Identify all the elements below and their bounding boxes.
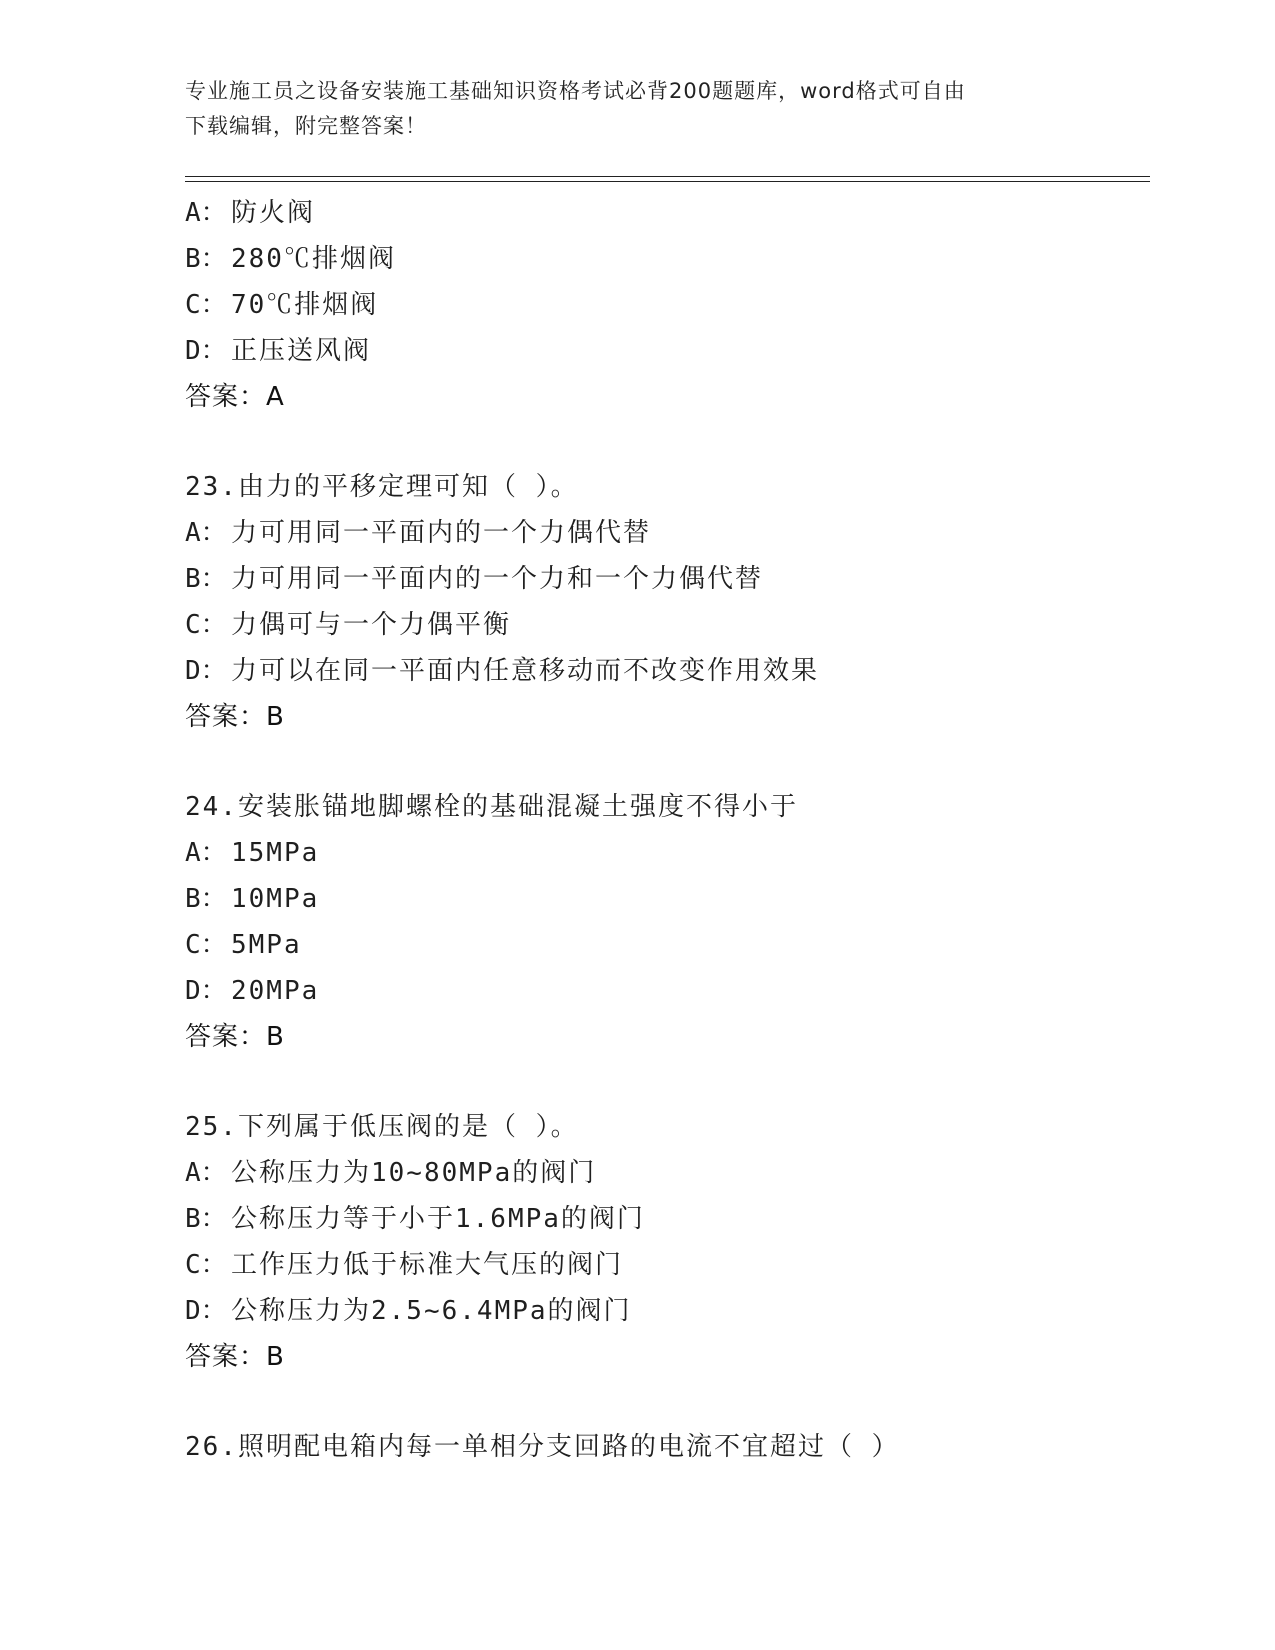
option-text: 力可用同一平面内的一个力偶代替 — [231, 518, 652, 548]
option-d — [185, 648, 1145, 694]
option-label: D： — [185, 336, 227, 366]
option-text: 正压送风阀 — [231, 336, 372, 366]
answer-line: 答案：B — [185, 1342, 285, 1372]
option-c — [185, 602, 1145, 648]
header-title-line-1: 专业施工员之设备安装施工基础知识资格考试必背200题题库，word格式可自由 — [185, 79, 966, 103]
option-text: 5MPa — [231, 930, 302, 960]
option-text: 公称压力等于小于1.6MPa的阀门 — [231, 1204, 645, 1234]
option-label: A： — [185, 518, 227, 548]
option-a — [185, 830, 1145, 876]
header-title-line-2: 下载编辑，附完整答案！ — [185, 114, 427, 138]
option-text: 20MPa — [231, 976, 320, 1006]
question-stem: 23.由力的平移定理可知（ ）。 — [185, 472, 579, 502]
option-c — [185, 922, 1145, 968]
question-25 — [185, 1104, 1145, 1380]
option-label: D： — [185, 656, 227, 686]
option-label: C： — [185, 1250, 227, 1280]
option-text: 10MPa — [231, 884, 320, 914]
question-26 — [185, 1424, 1145, 1470]
option-text: 280℃排烟阀 — [231, 244, 396, 274]
header-rule-bottom — [185, 181, 1150, 182]
option-text: 防火阀 — [231, 198, 316, 228]
option-label: D： — [185, 1296, 227, 1326]
option-label: C： — [185, 290, 227, 320]
option-label: C： — [185, 610, 227, 640]
option-text: 力偶可与一个力偶平衡 — [231, 610, 512, 640]
question-stem: 25.下列属于低压阀的是（ ）。 — [185, 1112, 579, 1142]
option-b — [185, 236, 1145, 282]
option-label: B： — [185, 1204, 227, 1234]
option-label: D： — [185, 976, 227, 1006]
option-label: B： — [185, 244, 227, 274]
answer-line: 答案：A — [185, 382, 285, 412]
option-d — [185, 1288, 1145, 1334]
option-label: A： — [185, 198, 227, 228]
question-24 — [185, 784, 1145, 1060]
answer-line: 答案：B — [185, 1022, 285, 1052]
option-label: A： — [185, 838, 227, 868]
option-b — [185, 876, 1145, 922]
option-a — [185, 1150, 1145, 1196]
option-text: 70℃排烟阀 — [231, 290, 379, 320]
option-label: A： — [185, 1158, 227, 1188]
question-22-continued — [185, 190, 1145, 420]
question-stem: 26.照明配电箱内每一单相分支回路的电流不宜超过（ ） — [185, 1432, 900, 1462]
option-b — [185, 1196, 1145, 1242]
option-label: C： — [185, 930, 227, 960]
option-label: B： — [185, 564, 227, 594]
option-text: 力可以在同一平面内任意移动而不改变作用效果 — [231, 656, 820, 686]
question-list — [185, 190, 1145, 1470]
option-a — [185, 190, 1145, 236]
option-text: 公称压力为10~80MPa的阀门 — [231, 1158, 597, 1188]
document-header — [185, 74, 1085, 144]
question-stem: 24.安装胀锚地脚螺栓的基础混凝土强度不得小于 — [185, 792, 798, 822]
option-d — [185, 328, 1145, 374]
option-c — [185, 282, 1145, 328]
header-rule-top — [185, 176, 1150, 177]
option-text: 力可用同一平面内的一个力和一个力偶代替 — [231, 564, 764, 594]
option-text: 15MPa — [231, 838, 320, 868]
option-a — [185, 510, 1145, 556]
option-text: 工作压力低于标准大气压的阀门 — [231, 1250, 624, 1280]
option-label: B： — [185, 884, 227, 914]
answer-line: 答案：B — [185, 702, 285, 732]
option-c — [185, 1242, 1145, 1288]
option-b — [185, 556, 1145, 602]
question-23 — [185, 464, 1145, 740]
option-d — [185, 968, 1145, 1014]
option-text: 公称压力为2.5~6.4MPa的阀门 — [231, 1296, 632, 1326]
